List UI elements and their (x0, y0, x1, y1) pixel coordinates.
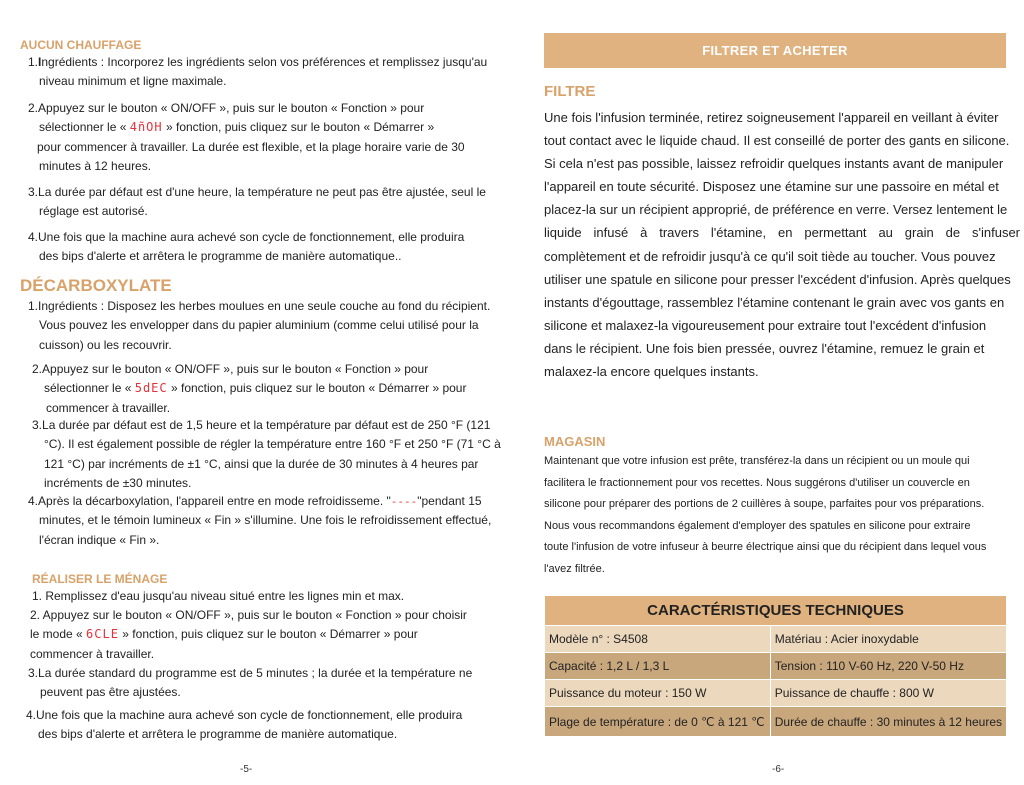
display-code-decarb: 5dEC (134, 381, 168, 396)
store-line: l'avez filtrée. (544, 562, 605, 575)
store-line: silicone pour préparer des portions de 2 cuillères à soupe, parfaites pour vos préparations. (544, 498, 985, 511)
heating-step-3: 3.La durée par défaut est d'une heure, la température ne peut pas être ajustée, seul le réglage est autorisé. (28, 185, 486, 219)
decarb-step-3: 3.La durée par défaut est de 1,5 heure et la température par défaut est de 250 °F (121 °C). Il est également possible de régler la température entre 160 °F et 250 °F (71 °C à 121 °C) par incréments de ±1 °C, ainsi que la durée de 30 minutes à 4 heures par incréments de ±30 minutes. (32, 418, 501, 490)
specs-title: CARACTÉRISTIQUES TECHNIQUES (545, 596, 1007, 626)
display-code-clean: 6CLE (86, 627, 119, 642)
filter-line: complètement et de refroidir jusqu'à ce qu'il soit tiède au toucher. Vous pouvez (544, 248, 996, 264)
table-row (545, 707, 1007, 737)
spec-heating-duration: Durée de chauffe : 30 minutes à 12 heures (770, 707, 1006, 737)
store-line: facilitera le fractionnement pour vos recettes. Nous suggérons d'utiliser un couvercle en (544, 476, 970, 489)
spec-material: Matériau : Acier inoxydable (770, 626, 1006, 653)
decarb-step-1: 1.Ingrédients : Disposez les herbes moulues en une seule couche au fond du récipient. Vous pouvez les envelopper dans du papier aluminium (comme celui utilisé pour la cuisson) ou les recouvrir. (28, 299, 491, 352)
spec-temperature-range: Plage de température : de 0 ℃ à 121 ℃ (545, 707, 771, 737)
page-number-left: -5- (240, 764, 253, 775)
right-page (512, 0, 1024, 785)
clean-step-4: 4.Une fois que la machine aura achevé son cycle de fonctionnement, elle produira des bips d'alerte et arrêtera le programme de manière automatique. (26, 708, 463, 742)
table-row (545, 626, 1007, 653)
display-code-cooling: ---- (390, 495, 418, 508)
clean-step-1: 1. Remplissez d'eau jusqu'au niveau situé entre les lignes min et max. (32, 589, 405, 603)
filter-line: dans le récipient. Une fois bien pressée, ouvrez l'étamine, remuez le grain et (544, 340, 985, 356)
table-row (545, 653, 1007, 680)
decarb-step-2: 2.Appuyez sur le bouton « ON/OFF », puis sur le bouton « Fonction » pour sélectionner le « 5dEC » fonction, puis cliquez sur le bouton « Démarrer » pour commencer à travailler. (32, 362, 467, 415)
decarb-step-4: 4.Après la décarboxylation, l'appareil entre en mode refroidisseme. "----"pendant 15 minutes, et le témoin lumineux « Fin » s'illumine. Une fois le refroidissement effectué, l'écran indique « Fin ». (28, 494, 492, 547)
store-line: toute l'infusion de votre infuseur à beurre électrique ainsi que du récipient dans lequel vous (544, 541, 987, 554)
filter-text (544, 106, 1020, 383)
heating-step-1: 1.Ingrédients : Incorporez les ingrédients selon vos préférences et remplissez jusqu'au niveau minimum et ligne maximale. (28, 55, 488, 89)
store-title: MAGASIN (544, 434, 606, 449)
store-line: Maintenant que votre infusion est prête, transférez-la dans un récipient ou un moule qui (544, 455, 970, 467)
spec-motor-power: Puissance du moteur : 150 W (545, 680, 771, 707)
heating-step-4: 4.Une fois que la machine aura achevé son cycle de fonctionnement, elle produira des bips d'alerte et arrêtera le programme de manière automatique.. (28, 230, 465, 264)
filter-line: placez-la sur un récipient approprié, de préférence en verre. Versez lentement le (544, 202, 1008, 218)
filter-line: instants d'égouttage, rassemblez l'étamine contenant le grain avec vos gants en (544, 294, 1005, 310)
heating-step-2: 2.Appuyez sur le bouton « ON/OFF », puis sur le bouton « Fonction » pour sélectionner le « 4ñOH » fonction, puis cliquez sur le bouton « Démarrer » pour commencer à travailler. La durée est flexible, et la plage horaire varie de 30 minutes à 12 heures. (28, 101, 465, 173)
filter-line: Une fois l'infusion terminée, retirez soigneusement l'appareil en veillant à éviter (544, 110, 999, 125)
spec-heating-power: Puissance de chauffe : 800 W (770, 680, 1006, 707)
filter-line: Si cela n'est pas possible, laissez refroidir quelques instants avant de manipuler (544, 156, 1004, 172)
spec-voltage: Tension : 110 V-60 Hz, 220 V-50 Hz (770, 653, 1006, 680)
clean-step-3: 3.La durée standard du programme est de 5 minutes ; la durée et la température ne peuvent pas être ajustées. (28, 666, 473, 700)
filter-line: tout contact avec le liquide chaud. Il est conseillé de porter des gants en silicone. (544, 133, 1010, 149)
filter-line: silicone et malaxez-la vigoureusement pour extraire tout l'excédent d'infusion (544, 317, 987, 333)
heating-title: AUCUN CHAUFFAGE (20, 38, 142, 52)
filter-line: l'appareil en toute sécurité. Disposez une étamine sur une passoire en métal et (544, 179, 999, 195)
spec-capacity: Capacité : 1,2 L / 1,3 L (545, 653, 771, 680)
filter-line: malaxez-la encore quelques instants. (544, 364, 759, 380)
page-number-right: -6- (772, 764, 785, 775)
filter-line: liquide infusé à travers l'étamine, en permettant au grain de s'infuser (544, 225, 1020, 241)
section-banner: FILTRER ET ACHETER (544, 33, 1006, 68)
clean-title: RÉALISER LE MÉNAGE (32, 572, 168, 586)
clean-step-2: 2. Appuyez sur le bouton « ON/OFF », puis sur le bouton « Fonction » pour choisir le mode « 6CLE » fonction, puis cliquez sur le bouton « Démarrer » pour commencer à travailler. (30, 608, 467, 661)
table-row (545, 680, 1007, 707)
specs-table (544, 595, 1007, 737)
display-code-infuse: 4ñOH (129, 120, 163, 135)
decarb-title: DÉCARBOXYLATE (20, 276, 172, 295)
spec-model: Modèle n° : S4508 (545, 626, 771, 653)
filter-line: utiliser une spatule en silicone pour presser l'excédent d'infusion. Après quelques (544, 271, 1011, 287)
store-line: Nous vous recommandons également d'employer des spatules en silicone pour extraire (544, 519, 971, 532)
filter-title: FILTRE (544, 83, 596, 100)
store-text (544, 451, 1020, 581)
